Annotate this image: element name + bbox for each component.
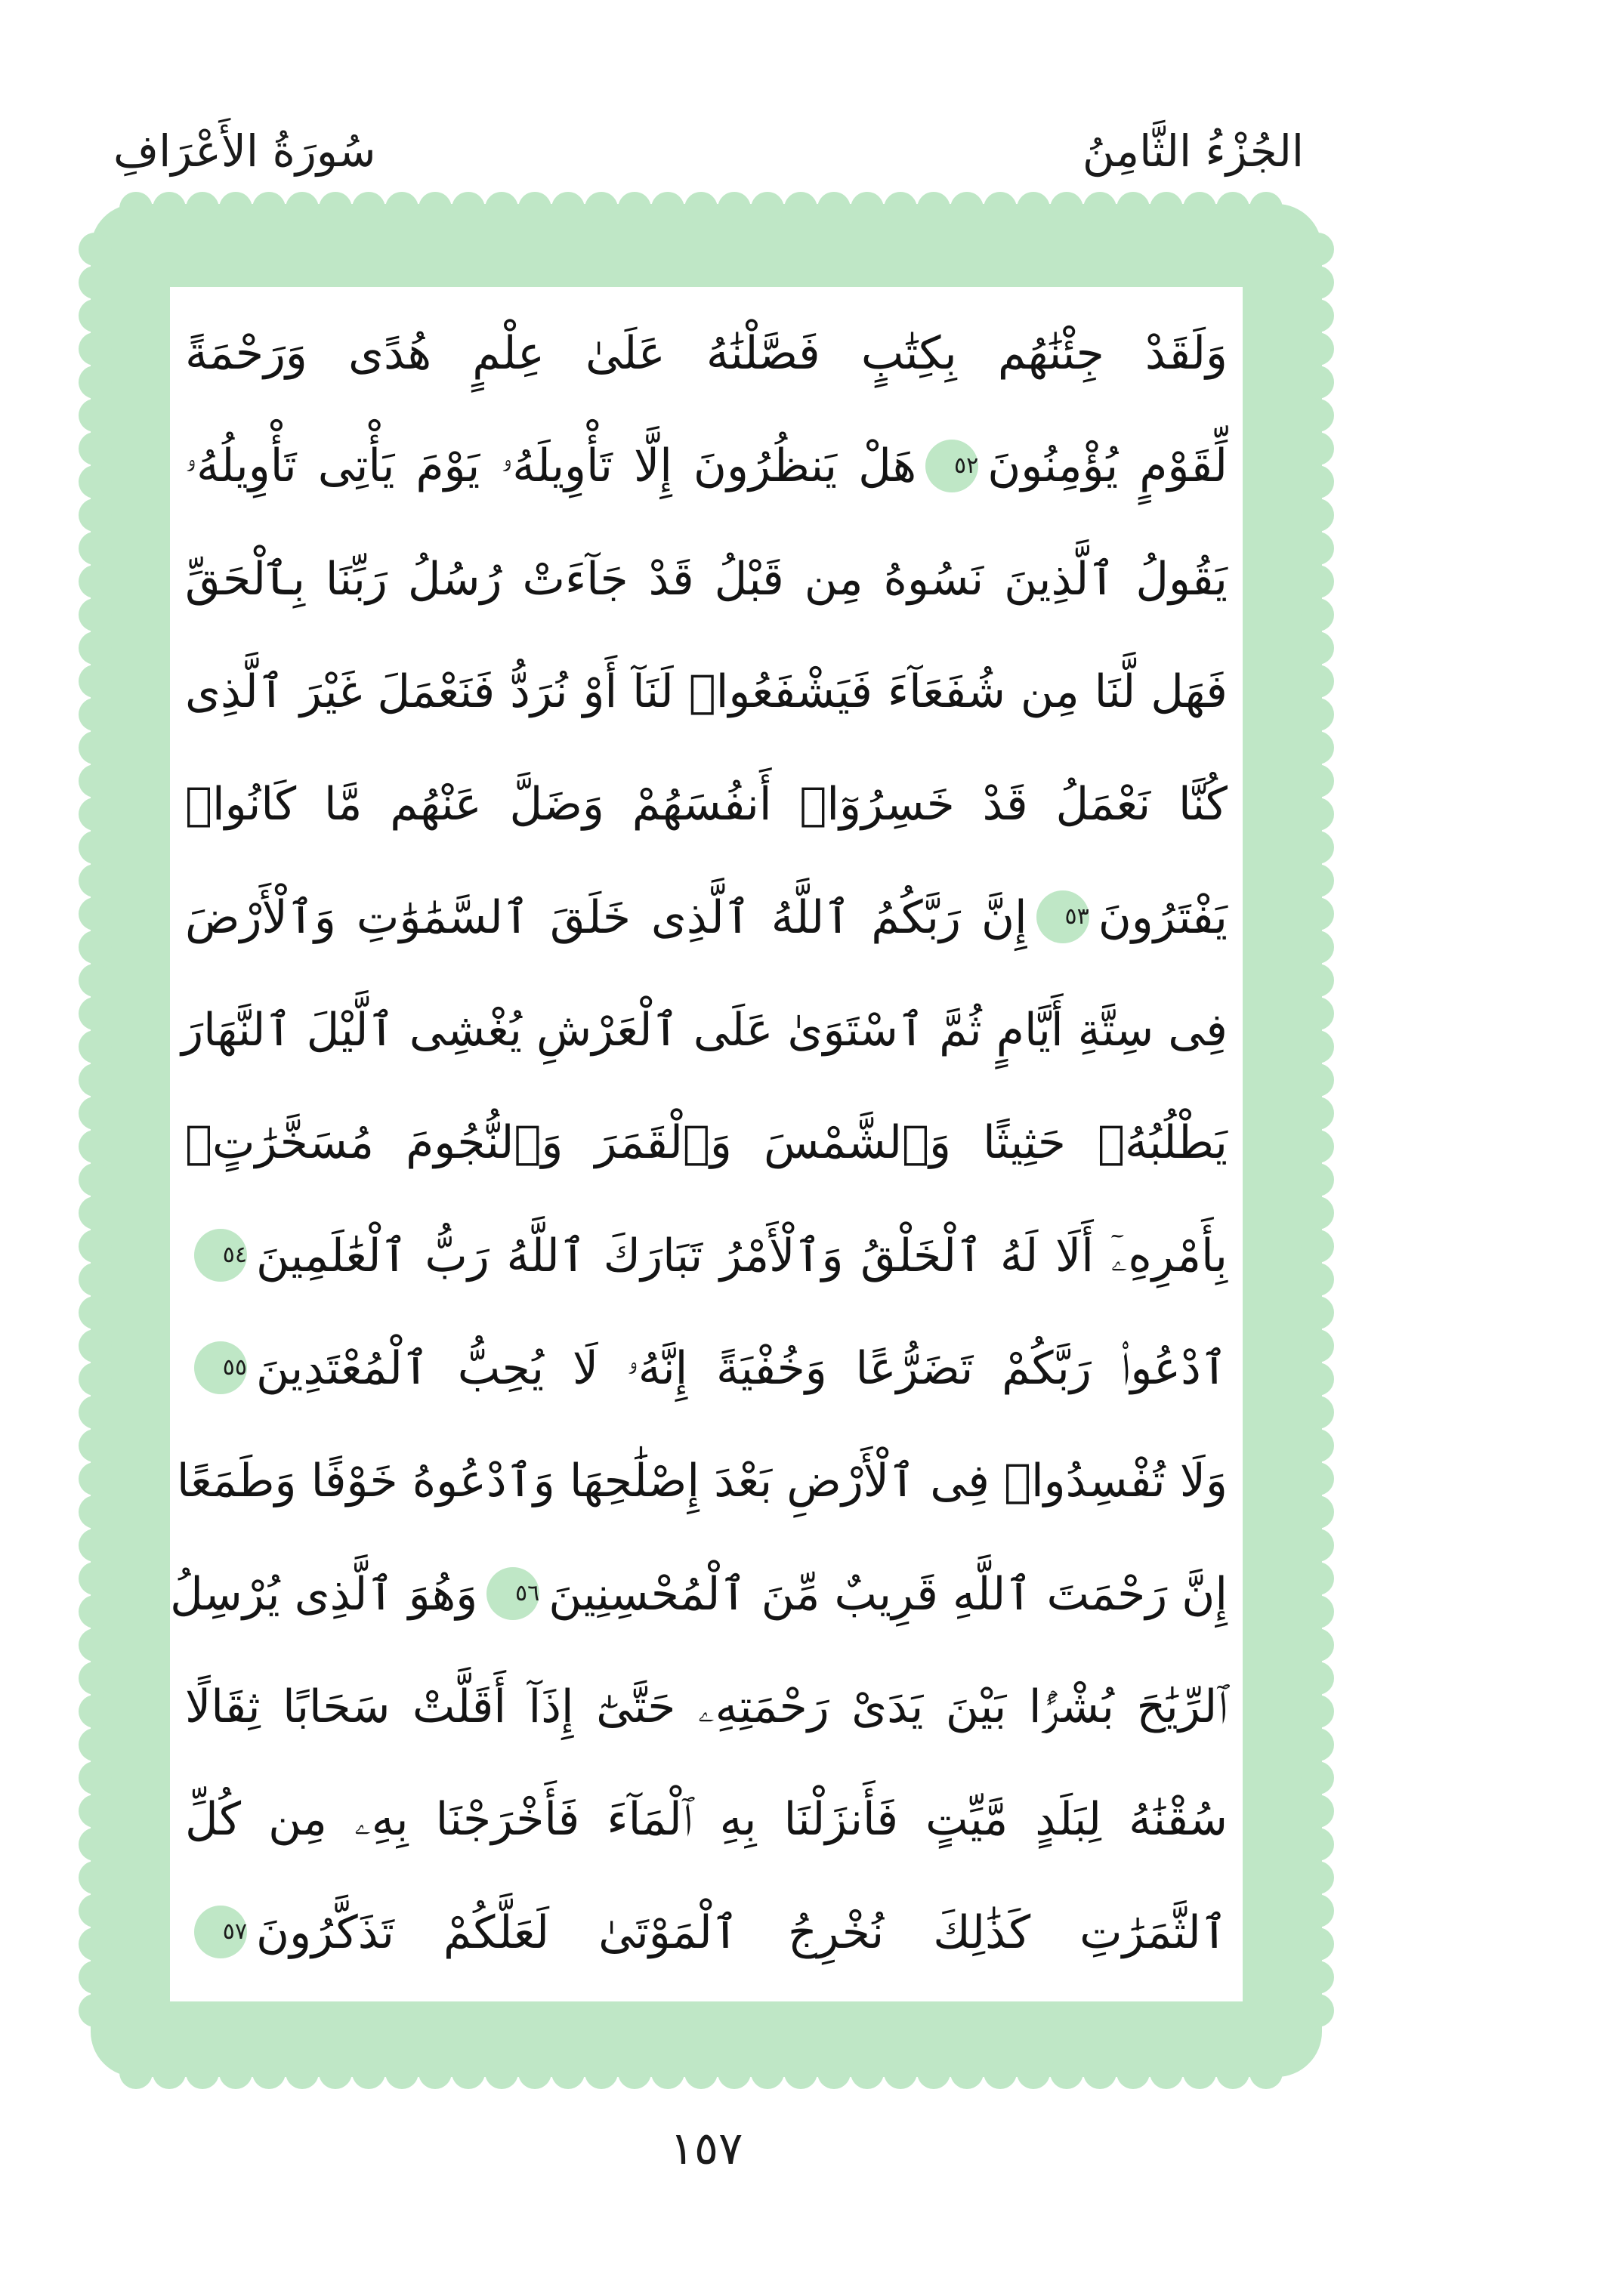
ayah-number-marker: ٥٦ (486, 1567, 539, 1620)
quran-line (185, 1654, 1228, 1760)
verse-text: إِنَّ رَبَّكُمُ ٱللَّهُ ٱلَّذِى خَلَقَ ٱلسَّمَٰوَٰتِ وَٱلْأَرْضَ (185, 890, 1027, 944)
ayah-number-marker: ٥٥ (194, 1341, 247, 1394)
quran-line (185, 1880, 1228, 1986)
quran-text-lines (170, 301, 1228, 1992)
verse-text: كُنَّا نَعْمَلُ قَدْ خَسِرُوٓا۟ أَنفُسَهُمْ وَضَلَّ عَنْهُم مَّا كَانُوا۟ (185, 778, 1228, 832)
verse-text: فَهَل لَّنَا مِن شُفَعَآءَ فَيَشْفَعُوا۟ لَنَآ أَوْ نُرَدُّ فَنَعْمَلَ غَيْرَ ٱلَّذِى (185, 665, 1228, 718)
quran-line (170, 1541, 1228, 1647)
verse-text: ٱدْعُوا۟ رَبَّكُمْ تَضَرُّعًا وَخُفْيَةً إِنَّهُۥ لَا يُحِبُّ ٱلْمُعْتَدِينَ (256, 1342, 1228, 1395)
quran-line (185, 526, 1228, 632)
verse-text: يَفْتَرُونَ (1098, 890, 1228, 944)
quran-line (185, 751, 1228, 857)
verse-text: ٱلرِّيَٰحَ بُشْرًۢا بَيْنَ يَدَىْ رَحْمَتِهِۦ حَتَّىٰٓ إِذَآ أَقَلَّتْ سَحَابًا ثِقَالًا (185, 1680, 1228, 1733)
quran-line (185, 639, 1228, 745)
verse-text: يَقُولُ ٱلَّذِينَ نَسُوهُ مِن قَبْلُ قَدْ جَآءَتْ رُسُلُ رَبِّنَا بِٱلْحَقِّ (185, 552, 1228, 606)
ayah-number-marker: ٥٢ (925, 440, 978, 492)
quran-line (185, 1203, 1228, 1309)
juz-title: الجُزْءُ الثَّامِنُ (1082, 125, 1304, 177)
quran-line (185, 865, 1228, 971)
verse-text: وَلَقَدْ جِئْنَٰهُم بِكِتَٰبٍ فَصَّلْنَٰهُ عَلَىٰ عِلْمٍ هُدًى وَرَحْمَةً (185, 327, 1228, 380)
ayah-number-marker: ٥٣ (1036, 890, 1089, 943)
quran-line (185, 301, 1228, 406)
quran-line (181, 977, 1228, 1083)
verse-text: فِى سِتَّةِ أَيَّامٍ ثُمَّ ٱسْتَوَىٰ عَلَى ٱلْعَرْشِ يُغْشِى ٱلَّيْلَ ٱلنَّهَارَ (181, 1004, 1228, 1057)
verse-text: وَهُوَ ٱلَّذِى يُرْسِلُ (170, 1567, 478, 1621)
ayah-number-marker: ٥٧ (194, 1906, 247, 1958)
verse-text: سُقْنَٰهُ لِبَلَدٍ مَّيِّتٍ فَأَنزَلْنَا بِهِ ٱلْمَآءَ فَأَخْرَجْنَا بِهِۦ مِن كُلِّ (185, 1793, 1228, 1847)
quran-line (185, 1090, 1228, 1196)
verse-text: يَطْلُبُهُۥ حَثِيثًا وَٱلشَّمْسَ وَٱلْقَمَرَ وَٱلنُّجُومَ مُسَخَّرَٰتٍۭ (185, 1116, 1228, 1170)
verse-text: وَلَا تُفْسِدُوا۟ فِى ٱلْأَرْضِ بَعْدَ إِصْلَٰحِهَا وَٱدْعُوهُ خَوْفًا وَطَمَعًا (176, 1455, 1228, 1508)
surah-title: سُورَةُ الأَعْرَافِ (113, 125, 376, 177)
verse-text: هَلْ يَنظُرُونَ إِلَّا تَأْوِيلَهُۥ يَوْمَ يَأْتِى تَأْوِيلُهُۥ (185, 440, 917, 493)
ayah-number-marker: ٥٤ (194, 1229, 247, 1282)
verse-text: بِأَمْرِهِۦٓ أَلَا لَهُ ٱلْخَلْقُ وَٱلْأَمْرُ تَبَارَكَ ٱللَّهُ رَبُّ ٱلْعَٰلَمِينَ (256, 1229, 1228, 1282)
quran-line (185, 1767, 1228, 1872)
quran-line (176, 1428, 1228, 1534)
verse-text: ٱلثَّمَرَٰتِ كَذَٰلِكَ نُخْرِجُ ٱلْمَوْتَىٰ لَعَلَّكُمْ تَذَكَّرُونَ (256, 1906, 1228, 1959)
quran-line (185, 1316, 1228, 1421)
page-number: ١٥٧ (669, 2122, 743, 2175)
quran-line (185, 413, 1228, 519)
verse-text: لِّقَوْمٍ يُؤْمِنُونَ (987, 440, 1228, 493)
verse-text: إِنَّ رَحْمَتَ ٱللَّهِ قَرِيبٌ مِّنَ ٱلْمُحْسِنِينَ (548, 1567, 1228, 1621)
